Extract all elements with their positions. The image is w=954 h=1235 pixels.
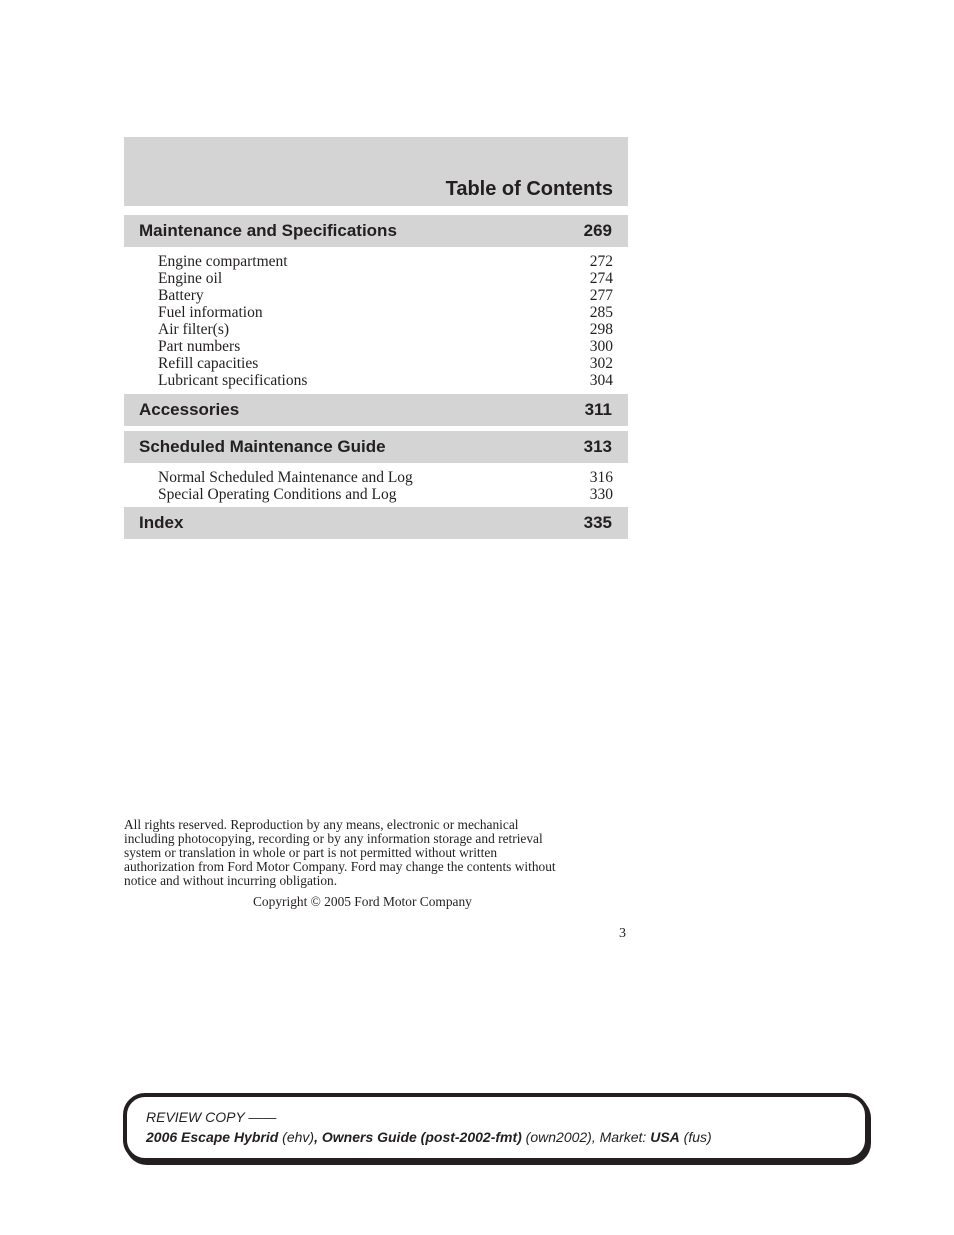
toc-item[interactable] [158, 287, 613, 304]
item-page: 330 [589, 486, 613, 503]
review-copy-box [123, 1093, 869, 1162]
rights-line: including photocopying, recording or by any information storage and retrieval [124, 831, 543, 846]
item-label: Normal Scheduled Maintenance and Log [158, 469, 413, 486]
review-model-code: (ehv) [278, 1129, 315, 1145]
review-market-label: , Market: [591, 1129, 651, 1145]
review-guide: Owners Guide (post-2002-fmt) [321, 1129, 522, 1145]
toc-item[interactable] [158, 372, 613, 389]
item-label: Special Operating Conditions and Log [158, 486, 397, 503]
toc-item[interactable] [158, 304, 613, 321]
toc-item[interactable] [158, 338, 613, 355]
item-label: Engine oil [158, 270, 223, 287]
item-label: Air filter(s) [158, 321, 230, 338]
section-page: 311 [584, 400, 612, 419]
review-model: 2006 Escape Hybrid [146, 1129, 279, 1145]
item-label: Part numbers [158, 338, 241, 355]
section-page: 335 [583, 513, 612, 532]
section-label: Scheduled Maintenance Guide [139, 437, 386, 456]
toc-item[interactable] [158, 469, 613, 486]
section-page: 313 [583, 437, 612, 456]
review-market-code: (fus) [679, 1129, 712, 1145]
copyright-line: Copyright © 2005 Ford Motor Company [253, 894, 472, 909]
page-number: 3 [619, 926, 626, 941]
rights-line: authorization from Ford Motor Company. Ford may change the contents without [124, 859, 556, 874]
item-label: Refill capacities [158, 355, 259, 372]
item-page: 300 [589, 338, 613, 355]
page-title: Table of Contents [445, 178, 613, 200]
rights-line: All rights reserved. Reproduction by any means, electronic or mechanical [124, 817, 519, 832]
section-label: Index [139, 513, 184, 532]
review-guide-code: (own2002) [521, 1129, 592, 1145]
toc-sublist-scheduled-maintenance [158, 469, 613, 503]
item-label: Engine compartment [158, 253, 288, 270]
review-market: USA [650, 1129, 680, 1145]
section-label: Maintenance and Specifications [139, 221, 397, 240]
item-page: 272 [589, 253, 613, 270]
toc-sublist-maintenance [158, 253, 613, 389]
toc-section-scheduled-maintenance[interactable] [124, 431, 628, 463]
toc-section-index[interactable] [124, 507, 628, 539]
rights-line: system or translation in whole or part is not permitted without written [124, 845, 498, 860]
item-page: 274 [589, 270, 613, 287]
toc-section-maintenance[interactable] [124, 215, 628, 247]
toc-section-accessories[interactable] [124, 394, 628, 426]
item-label: Fuel information [158, 304, 263, 321]
item-page: 316 [589, 469, 613, 486]
item-page: 304 [589, 372, 613, 389]
review-copy-label: REVIEW COPY —— [146, 1109, 277, 1125]
toc-item[interactable] [158, 321, 613, 338]
item-page: 285 [589, 304, 613, 321]
review-copy-details [146, 1129, 712, 1145]
toc-item[interactable] [158, 270, 613, 287]
rights-line: notice and without incurring obligation. [124, 873, 338, 888]
toc-item[interactable] [158, 486, 613, 503]
item-label: Lubricant specifications [158, 372, 308, 389]
item-page: 298 [589, 321, 613, 338]
item-label: Battery [158, 287, 204, 304]
toc-item[interactable] [158, 355, 613, 372]
toc-item[interactable] [158, 253, 613, 270]
review-separator: , [314, 1129, 322, 1145]
toc-header [124, 137, 628, 206]
item-page: 277 [589, 287, 613, 304]
item-page: 302 [589, 355, 613, 372]
rights-notice [124, 818, 634, 888]
section-label: Accessories [139, 400, 240, 419]
section-page: 269 [583, 221, 612, 240]
